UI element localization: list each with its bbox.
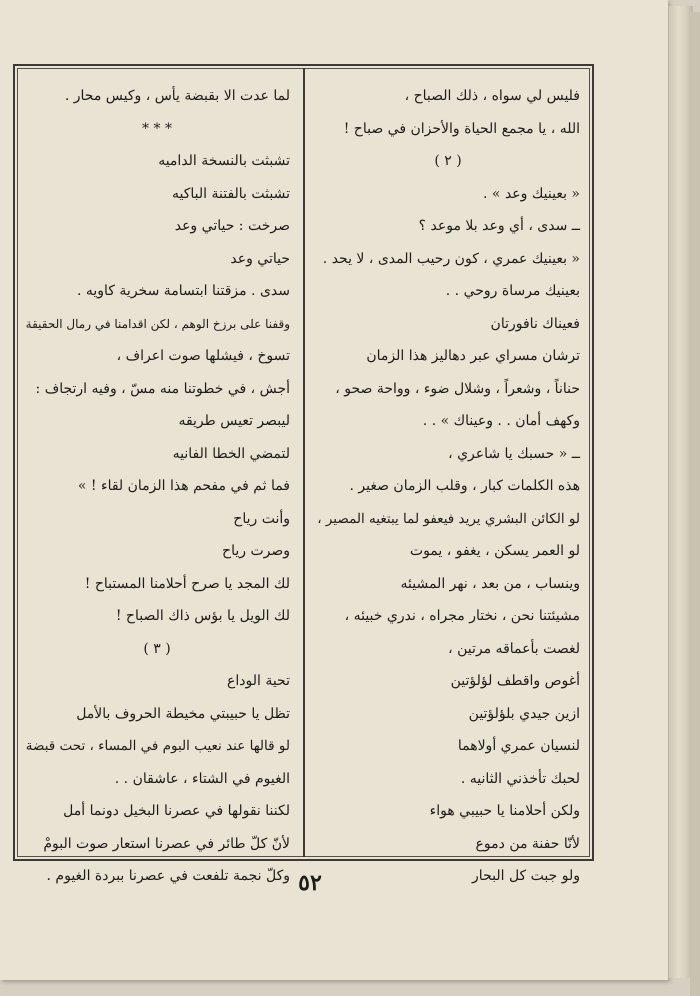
poem-line: لو قالها عند نعيب البوم في المساء ، تحت قبضة	[25, 738, 290, 754]
poem-line: حناناً ، وشعراً ، وشلال ضوء ، وواحة صحو ،	[335, 380, 580, 397]
poem-line: لغصت بأعماقه مرتين ،	[448, 640, 580, 657]
poem-line: صرخت : حياتي وعد	[174, 218, 290, 234]
page-number: ٥٢	[298, 870, 322, 896]
poem-line: ولكن أحلامنا يا حبيبي هواء	[429, 803, 580, 819]
poem-line: حياتي وعد	[230, 250, 290, 267]
poem-line: سدى . مزقتنا ابتسامة سخرية كاويه .	[76, 283, 290, 299]
poem-line: فعيناك نافورتان	[490, 315, 580, 332]
poem-line: لك الويل يا بؤس ذاك الصباح !	[115, 608, 290, 624]
poem-line: لو الكائن البشري يريد فيعفو لما يبتغيه المصير ،	[317, 510, 580, 527]
poem-line: وكهف أمان . . وعيناك » . .	[422, 413, 580, 429]
column-divider	[303, 68, 305, 857]
poem-line: لما عدت الا بقبضة يأس ، وكيس محار .	[64, 88, 290, 104]
poem-line: لكننا نقولها في عصرنا البخيل دونما أمل	[63, 803, 290, 819]
poem-line: وكلّ نجمة تلفعت في عصرنا ببردة الغيوم .	[46, 868, 290, 884]
poem-line: ولو جبت كل البحار	[472, 868, 580, 884]
poem-line: ( ٣ )	[143, 640, 171, 657]
poem-line: ــ سدى ، أي وعد بلا موعد ؟	[418, 218, 580, 234]
poem-line: فما ثم في مفحم هذا الزمان لقاء ! »	[77, 478, 290, 494]
poem-line: « بعينيك وعد » .	[483, 185, 580, 202]
poem-line: لأنّا حفنة من دموع	[475, 835, 580, 852]
poem-line: ترشان مسراي عبر دهاليز هذا الزمان	[366, 348, 580, 364]
poem-line: بعينيك مرساة روحي . .	[445, 283, 580, 299]
poem-line: ــ « حسبك يا شاعري ،	[448, 445, 580, 462]
poem-line: أجش ، في خطوتنا منه مسّ ، وفيه ارتجاف :	[35, 380, 290, 397]
poem-line: الغيوم في الشتاء ، عاشقان . .	[114, 770, 290, 787]
poem-line: تظل يا حبيبتي مخيطة الحروف بالأمل	[76, 705, 290, 722]
poem-line: « بعينيك عمري ، كون رحيب المدى ، لا يحد .	[322, 250, 580, 267]
poem-line: ( ٢ )	[434, 153, 462, 169]
poem-line: لنسيان عمري أولاهما	[457, 738, 580, 754]
poem-line: فليس لي سواه ، ذلك الصباح ،	[404, 88, 580, 104]
poem-line: لحبك تأخذني الثانيه .	[460, 770, 580, 787]
poem-line: وينساب ، من بعد ، نهر المشيئه	[400, 575, 580, 592]
page-stack-edge-outer	[690, 12, 700, 996]
poem-line: هذه الكلمات كبار ، وقلب الزمان صغير .	[349, 478, 580, 494]
poem-line: أغوص واقطف لؤلؤتين	[450, 673, 580, 689]
poem-line: لأنّ كلّ طائر في عصرنا استعار صوت البومْ	[43, 835, 290, 852]
poem-left-column	[24, 80, 290, 893]
poem-right-column	[316, 80, 580, 893]
poem-line: ازين جيدي بلؤلؤتين	[468, 705, 580, 722]
poem-line: * * *	[142, 120, 172, 137]
poem-line: ليبصر تعيس طريقه	[178, 413, 290, 429]
poem-line: وأنت رياح	[233, 510, 290, 527]
poem-line: لتمضي الخطا الفانيه	[172, 445, 290, 462]
poem-line: تسوخ ، فيشلها صوت اعراف ،	[116, 348, 290, 364]
poem-line: الله ، يا مجمع الحياة والأحزان في صباح !	[343, 120, 580, 137]
poem-line: لو العمر يسكن ، يغفو ، يموت	[409, 543, 580, 559]
poem-line: تشبثت بالنسخة الداميه	[158, 153, 290, 169]
poem-line: تشبثت بالفتنة الباكيه	[172, 185, 290, 202]
poem-line: مشيئتنا نحن ، نختار مجراه ، ندري خبيئه ،	[344, 608, 580, 624]
poem-line: لك المجد يا صرح أحلامنا المستباح !	[84, 575, 290, 592]
poem-line: وقفنا على برزخ الوهم ، لكن اقدامنا في رمال الحقيقة	[25, 316, 290, 331]
poem-line: وصرت رياح	[222, 543, 290, 559]
poem-line: تحية الوداع	[227, 673, 290, 689]
